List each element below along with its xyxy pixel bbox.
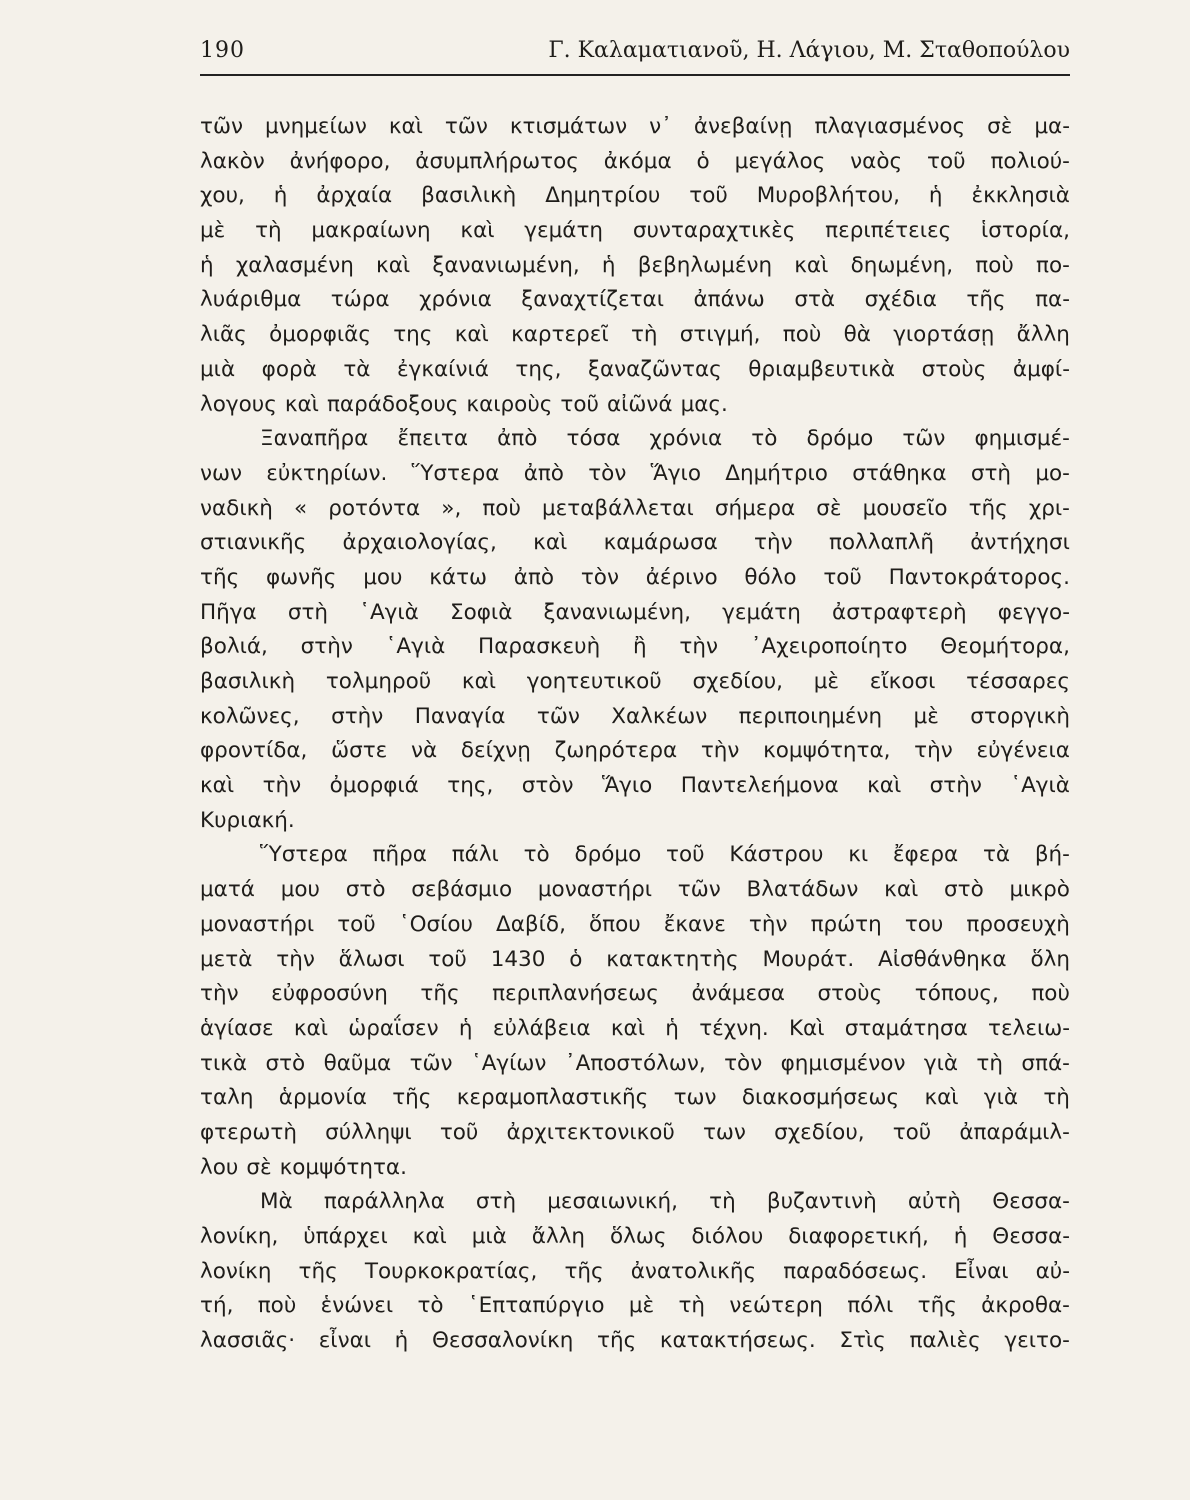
text-line: τικὰ στὸ θαῦμα τῶν ῾Αγίων ᾽Αποστόλων, τὸν φημισμένον γιὰ τὴ σπά-: [200, 1050, 1070, 1076]
text-line: μοναστήρι τοῦ ῾Οσίου Δαβίδ, ὅπου ἔκανε τὴν πρώτη του προσευχὴ: [200, 911, 1070, 937]
text-line: λακὸν ἀνήφορο, ἀσυμπλήρωτος ἀκόμα ὁ μεγάλος ναὸς τοῦ πολιού-: [200, 148, 1070, 174]
page-header: [200, 38, 1070, 76]
text-line: Μὰ παράλληλα στὴ μεσαιωνική, τὴ βυζαντινὴ αὐτὴ Θεσσα-: [260, 1189, 1070, 1215]
text-line: λονίκη, ὑπάρχει καὶ μιὰ ἄλλη ὅλως διόλου διαφορετική, ἡ Θεσσα-: [200, 1224, 1070, 1249]
text-line: φροντίδα, ὥστε νὰ δείχνῃ ζωηρότερα τὴν κομψότητα, τὴν εὐγένεια: [200, 738, 1070, 764]
text-line: Πῆγα στὴ ῾Αγιὰ Σοφιὰ ξανανιωμένη, γεμάτη ἀστραφτερὴ φεγγο-: [200, 599, 1070, 625]
text-line: μιὰ φορὰ τὰ ἐγκαίνιά της, ξαναζῶντας θριαμβευτικὰ στοὺς ἀμφί-: [200, 356, 1070, 382]
text-line: Κυριακή.: [200, 807, 295, 833]
text-line: τὴν εὐφροσύνη τῆς περιπλανήσεως ἀνάμεσα στοὺς τόπους, ποὺ: [200, 981, 1070, 1007]
page-number: 190: [200, 38, 245, 63]
text-line: βολιά, στὴν ῾Αγιὰ Παρασκευὴ ἢ τὴν ᾽Αχειροποίητο Θεομήτορα,: [200, 634, 1070, 660]
text-line: λασσιᾶς· εἶναι ἡ Θεσσαλονίκη τῆς κατακτήσεως. Στὶς παλιὲς γειτο-: [200, 1328, 1070, 1354]
body-text: [200, 110, 1070, 1359]
text-line: φτερωτὴ σύλληψι τοῦ ἀρχιτεκτονικοῦ των σχεδίου, τοῦ ἀπαράμιλ-: [200, 1119, 1070, 1145]
text-line: καὶ τὴν ὀμορφιά της, στὸν Ἅγιο Παντελεήμονα καὶ στὴν ῾Αγιὰ: [200, 773, 1070, 799]
text-line: βασιλικὴ τολμηροῦ καὶ γοητευτικοῦ σχεδίου, μὲ εἴκοσι τέσσαρες: [200, 669, 1070, 694]
running-head: Γ. Καλαματιανοῦ, Η. Λάγιου, Μ. Σταθοπούλου: [548, 38, 1070, 63]
text-line: τῶν μνημείων καὶ τῶν κτισμάτων ν᾿ ἀνεβαίνῃ πλαγιασμένος σὲ μα-: [200, 114, 1070, 139]
text-line: ἡ χαλασμένη καὶ ξανανιωμένη, ἡ βεβηλωμένη καὶ δηωμένη, ποὺ πο-: [200, 252, 1070, 278]
text-line: τῆς φωνῆς μου κάτω ἀπὸ τὸν ἀέρινο θόλο τοῦ Παντοκράτορος.: [200, 564, 1070, 590]
text-line: λου σὲ κομψότητα.: [200, 1154, 407, 1180]
text-line: Ὕστερα πῆρα πάλι τὸ δρόμο τοῦ Κάστρου κι ἔφερα τὰ βή-: [260, 842, 1070, 868]
text-line: ταλη ἁρμονία τῆς κεραμοπλαστικῆς των διακοσμήσεως καὶ γιὰ τὴ: [200, 1085, 1070, 1111]
text-line: λυάριθμα τώρα χρόνια ξαναχτίζεται ἀπάνω στὰ σχέδια τῆς πα-: [200, 287, 1070, 313]
text-line: λονίκη τῆς Τουρκοκρατίας, τῆς ἀνατολικῆς παραδόσεως. Εἶναι αὐ-: [200, 1258, 1070, 1284]
text-line: χου, ἡ ἀρχαία βασιλικὴ Δημητρίου τοῦ Μυροβλήτου, ἡ ἐκκλησιὰ: [200, 183, 1070, 209]
text-line: κολῶνες, στὴν Παναγία τῶν Χαλκέων περιποιημένη μὲ στοργικὴ: [200, 703, 1070, 729]
text-line: τή, ποὺ ἑνώνει τὸ ῾Επταπύργιο μὲ τὴ νεώτερη πόλι τῆς ἀκροθα-: [200, 1293, 1070, 1319]
text-line: νων εὐκτηρίων. Ὕστερα ἀπὸ τὸν Ἅγιο Δημήτριο στάθηκα στὴ μο-: [200, 460, 1070, 486]
text-line: στιανικῆς ἀρχαιολογίας, καὶ καμάρωσα τὴν πολλαπλῆ ἀντήχησι: [200, 530, 1070, 556]
text-line: Ξαναπῆρα ἔπειτα ἀπὸ τόσα χρόνια τὸ δρόμο τῶν φημισμέ-: [260, 426, 1070, 452]
text-line: λογους καὶ παράδοξους καιροὺς τοῦ αἰῶνά μας.: [200, 391, 728, 417]
text-line: μὲ τὴ μακραίωνη καὶ γεμάτη συνταραχτικὲς περιπέτειες ἱστορία,: [200, 218, 1070, 244]
text-line: μετὰ τὴν ἅλωσι τοῦ 1430 ὁ κατακτητὴς Μουράτ. Αἰσθάνθηκα ὅλη: [200, 946, 1070, 972]
text-line: ἁγίασε καὶ ὡραΐσεν ἡ εὐλάβεια καὶ ἡ τέχνη. Καὶ σταμάτησα τελειω-: [200, 1015, 1070, 1041]
text-line: ναδικὴ « ροτόντα », ποὺ μεταβάλλεται σήμερα σὲ μουσεῖο τῆς χρι-: [200, 495, 1070, 521]
text-line: λιᾶς ὀμορφιᾶς της καὶ καρτερεῖ τὴ στιγμή, ποὺ θὰ γιορτάσῃ ἄλλη: [200, 322, 1070, 348]
text-line: ματά μου στὸ σεβάσμιο μοναστήρι τῶν Βλατάδων καὶ στὸ μικρὸ: [200, 877, 1070, 903]
